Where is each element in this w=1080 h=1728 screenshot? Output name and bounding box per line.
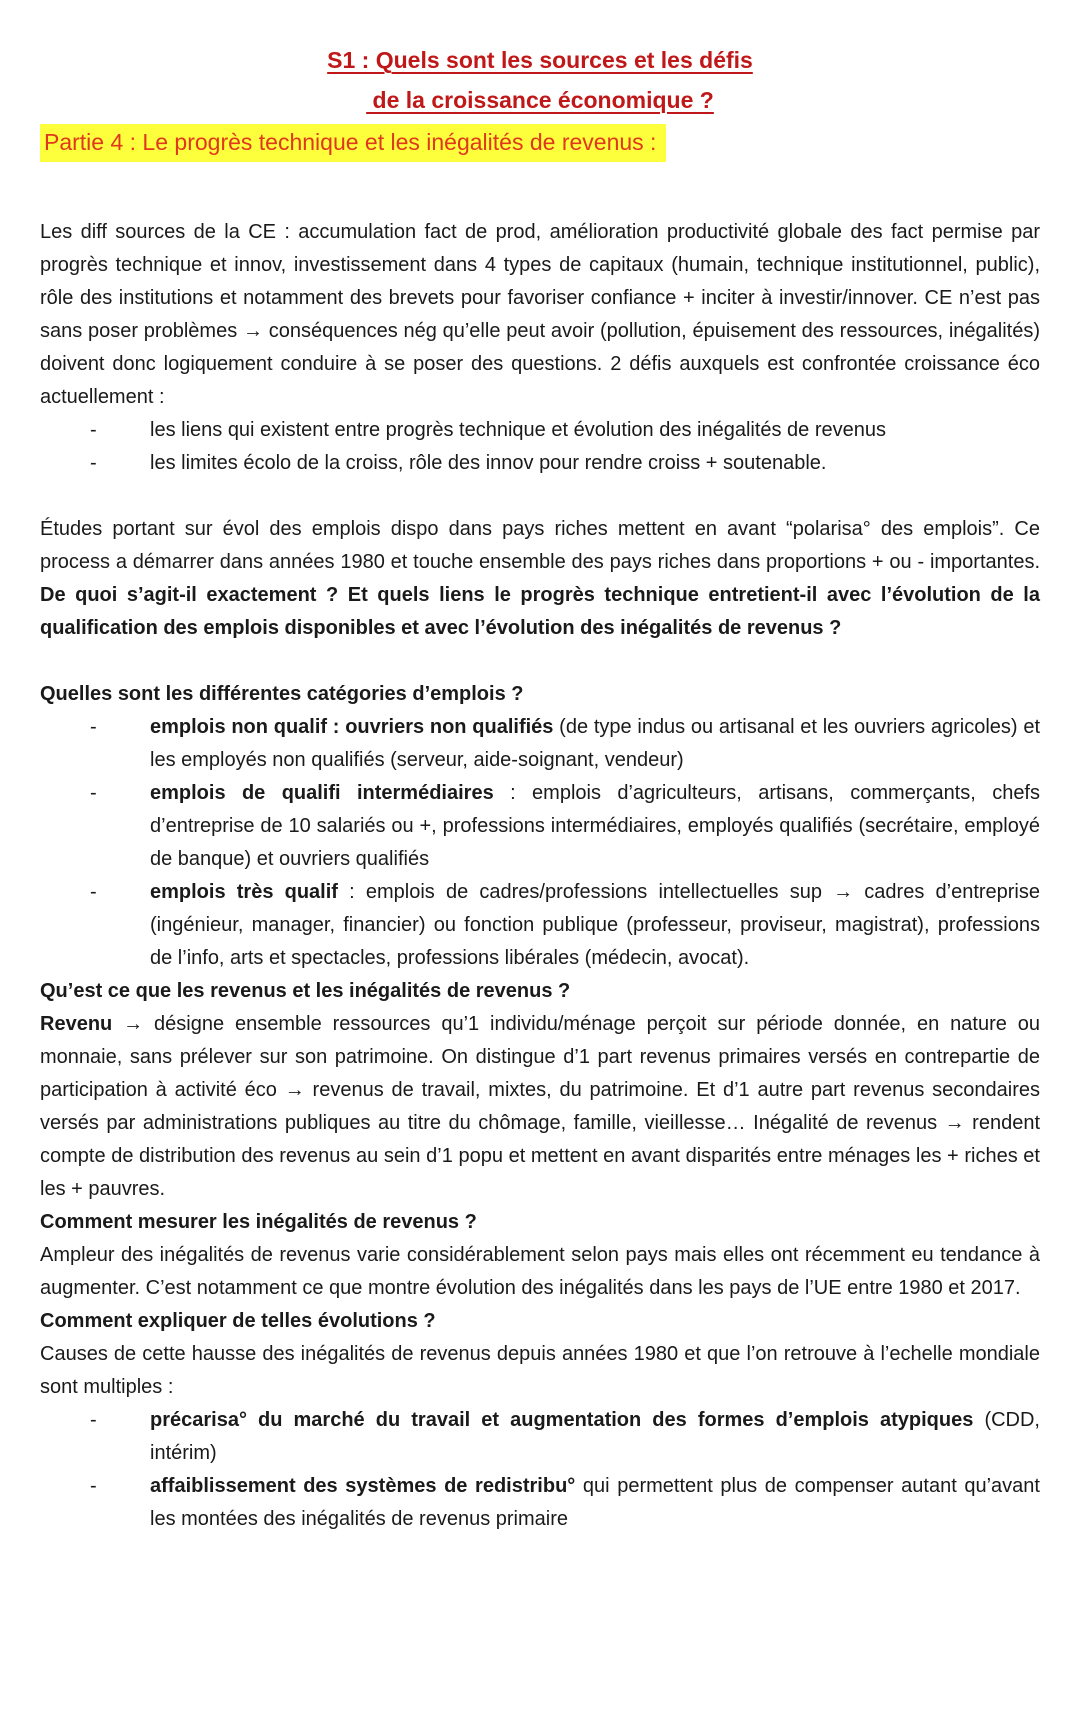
text-run: les limites écolo de la croiss, rôle des innov pour rendre croiss + soutenable. [150, 452, 827, 474]
dash-bullet: - [90, 452, 97, 474]
text-run: → désigne ensemble ressources qu’1 individu/ménage perçoit sur période donnée, en nature ou monnaie, sans prélever sur son patrimoine. On distingue d’1 part revenus primaires versés en contrepartie de participation à activité éco → revenus de travail, mixtes, du patrimoine. Et d’1 autre part revenus secondaires versés par administrations publiques au titre du chômage, famille, vieillesse… Inégalité de revenus → rendent compte de distribution des revenus au sein d’1 popu et mettent en avant disparités entre ménages les + riches et les + pauvres. [40, 1013, 1040, 1200]
question-heading [40, 1305, 1040, 1338]
text-run: Études portant sur évol des emplois dispo dans pays riches mettent en avant “polarisa° des emplois”. Ce process a démarrer dans années 1980 et touche ensemble des pays riches dans proportions + ou - importantes. [40, 518, 1040, 573]
dash-bullet: - [90, 881, 97, 903]
bullet-list [40, 1404, 1040, 1536]
list-item [40, 414, 1040, 447]
list-item-text [150, 414, 1040, 447]
text-run: (CDD, intérim) [150, 1409, 1040, 1464]
dash-bullet: - [90, 782, 97, 804]
dash-bullet: - [90, 1409, 97, 1431]
dash-bullet: - [90, 1475, 97, 1497]
section-heading [40, 124, 1040, 162]
question-heading [40, 678, 1040, 711]
bold-text-run: Quelles sont les différentes catégories d’emplois ? [40, 683, 524, 705]
list-item-text [150, 876, 1040, 975]
bullet-list [40, 414, 1040, 480]
list-item-text [150, 447, 1040, 480]
bold-text-run: Comment mesurer les inégalités de revenus ? [40, 1211, 477, 1233]
paragraph [40, 1338, 1040, 1404]
list-item-text [150, 711, 1040, 777]
bold-text-run: précarisa° du marché du travail et augmentation des formes d’emplois atypiques [150, 1409, 974, 1431]
question-heading [40, 1206, 1040, 1239]
list-item [40, 876, 1040, 975]
document-title-line-1: S1 : Quels sont les sources et les défis [327, 47, 753, 73]
bold-text-run: emplois très qualif [150, 881, 338, 903]
paragraph [40, 513, 1040, 645]
list-item-text [150, 1470, 1040, 1536]
document-body [40, 216, 1040, 1536]
dash-bullet: - [90, 419, 97, 441]
bold-text-run: Revenu [40, 1013, 113, 1035]
bold-text-run: affaiblissement des systèmes de redistribu° [150, 1475, 576, 1497]
list-item [40, 1404, 1040, 1470]
text-run: : emplois d’agriculteurs, artisans, commerçants, chefs d’entreprise de 10 salariés ou +, professions intermédiaires, employés qualifiés (secrétaire, employé de banque) et ouvriers qualifiés [150, 782, 1040, 870]
text-run: (de type indus ou artisanal et les ouvriers agricoles) et les employés non qualifiés (serveur, aide-soignant, vendeur) [150, 716, 1041, 771]
bold-text-run: Qu’est ce que les revenus et les inégalités de revenus ? [40, 980, 571, 1002]
text-run: Les diff sources de la CE : accumulation fact de prod, amélioration productivité globale des fact permise par progrès technique et innov, investissement dans 4 types de capitaux (humain, technique institutionnel, public), rôle des institutions et notamment des brevets pour favoriser confiance + inciter à investir/innover. CE n’est pas sans poser problèmes → conséquences nég qu’elle peut avoir (pollution, épuisement des ressources, inégalités) doivent donc logiquement conduire à se poser des questions. 2 défis auxquels est confrontée croissance éco actuellement : [40, 221, 1040, 408]
document-title-line-2: de la croissance économique ? [366, 87, 714, 113]
list-item-text [150, 1404, 1040, 1470]
list-item-text [150, 777, 1040, 876]
document-title [40, 40, 1040, 120]
bold-text-run: emplois de qualifi intermédiaires [150, 782, 494, 804]
text-run: les liens qui existent entre progrès technique et évolution des inégalités de revenus [150, 419, 887, 441]
paragraph [40, 1239, 1040, 1305]
list-item [40, 447, 1040, 480]
dash-bullet: - [90, 716, 97, 738]
bold-text-run: De quoi s’agit-il exactement ? Et quels liens le progrès technique entretient-il avec l’évolution de la qualification des emplois disponibles et avec l’évolution des inégalités de revenus ? [40, 584, 1040, 639]
paragraph [40, 216, 1040, 414]
question-heading [40, 975, 1040, 1008]
text-run: qui permettent plus de compenser autant qu’avant les montées des inégalités de revenus primaire [150, 1475, 1040, 1530]
bullet-list [40, 711, 1040, 975]
list-item [40, 1470, 1040, 1536]
paragraph [40, 1008, 1040, 1206]
text-run: Ampleur des inégalités de revenus varie considérablement selon pays mais elles ont récemment eu tendance à augmenter. C’est notamment ce que montre évolution des inégalités dans les pays de l’UE entre 1980 et 2017. [40, 1244, 1040, 1299]
list-item [40, 711, 1040, 777]
list-item [40, 777, 1040, 876]
text-run: Causes de cette hausse des inégalités de revenus depuis années 1980 et que l’on retrouve à l’echelle mondiale sont multiples : [40, 1343, 1040, 1398]
section-heading-highlight: Partie 4 : Le progrès technique et les inégalités de revenus : [40, 124, 666, 162]
bold-text-run: emplois non qualif : ouvriers non qualifiés [150, 716, 554, 738]
bold-text-run: Comment expliquer de telles évolutions ? [40, 1310, 436, 1332]
text-run: : emplois de cadres/professions intellectuelles sup → cadres d’entreprise (ingénieur, manager, financier) ou fonction publique (professeur, proviseur, magistrat), professions de l’info, arts et spectacles, professions libérales (médecin, avocat). [150, 881, 1041, 969]
